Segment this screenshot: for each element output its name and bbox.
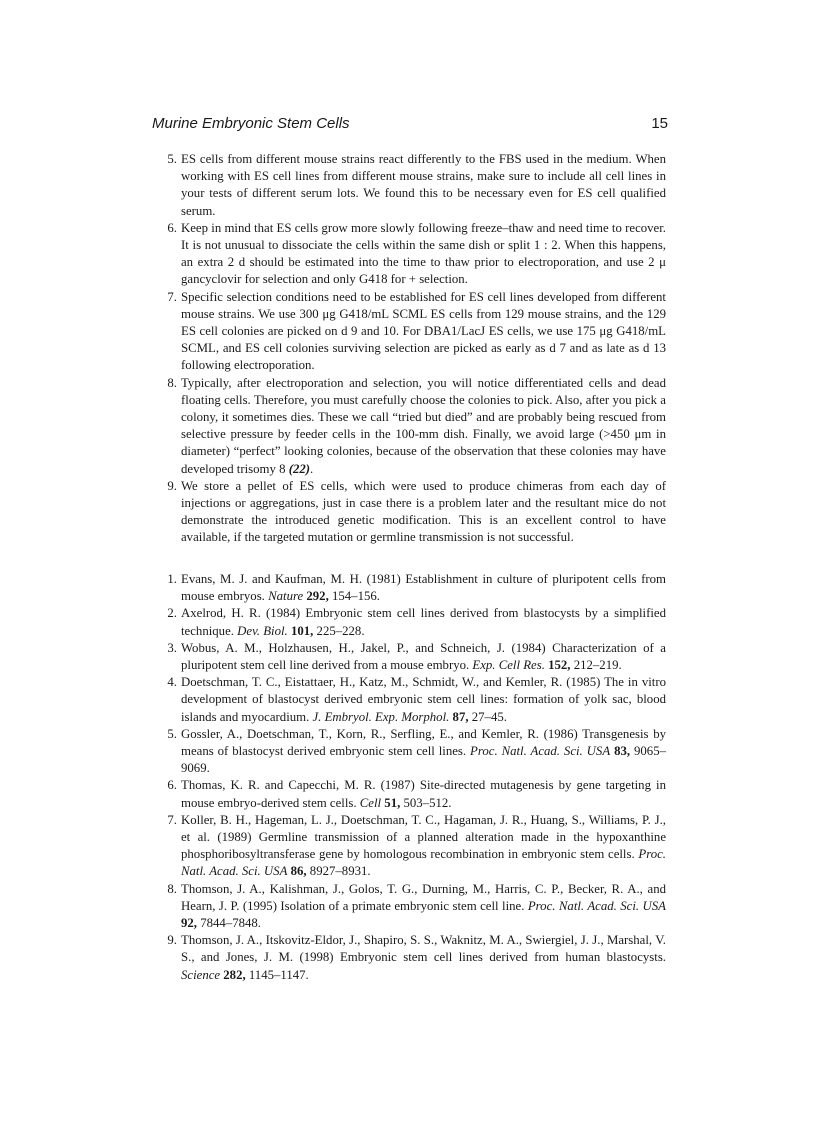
reference-authors: Doetschman, T. C., Eistattaer, H., Katz, M., Schmidt, W., and Kemler, R. (1985) The in vitro development of blastocyst derived embryonic stem cell lines: formation of yolk sac, blood islands and myocardium.: [181, 675, 666, 724]
reference-pages: 212–219.: [570, 658, 622, 673]
reference-volume: 101,: [290, 623, 314, 638]
reference-authors: Thomson, J. A., Kalishman, J., Golos, T. G., Durning, M., Harris, C. P., Becker, R. A., and Hearn, J. P. (1995) Isolation of a primate embryonic stem cell line.: [181, 881, 666, 913]
references-list: [162, 571, 666, 984]
reference-pages: 9065–9069.: [181, 744, 666, 776]
reference-pages: 503–512.: [400, 795, 452, 810]
reference-number: 5.: [167, 726, 177, 741]
note-number: 8.: [167, 375, 177, 390]
reference-volume: 292,: [306, 589, 329, 604]
reference-number: 9.: [167, 933, 177, 948]
reference-journal: Nature: [268, 589, 304, 604]
note-text: We store a pellet of ES cells, which were used to produce chimeras from each day of injections or aggregations, just in case there is a problem later and the resultant mice do not demonstrate the introduced genetic modification. This is an excellent control to have available, if the targeted mutation or germline transmission is not successful.: [181, 478, 666, 545]
reference-number: 1.: [167, 572, 177, 586]
citation-ref: (22): [288, 461, 311, 476]
note-item: [162, 220, 666, 289]
running-title: Murine Embryonic Stem Cells: [152, 115, 350, 132]
note-item: [162, 375, 666, 478]
reference-number: 2.: [167, 606, 177, 621]
reference-pages: 1145–1147.: [245, 967, 309, 982]
reference-pages: 8927–8931.: [306, 864, 371, 879]
note-text-body: Typically, after electroporation and selection, you will notice differentiated cells and dead floating cells. Therefore, you must carefully choose the colonies to pick. Also, after you pick a colony, it sometimes dies. These we call “tried but died” and are probably being rescued from selective pressure by feeder cells in the 100-mm dish. Finally, we avoid large (>450 μm in diameter) “perfect” looking colonies, because of the observation that these colonies may have developed trisomy 8: [181, 375, 666, 476]
reference-volume: 87,: [452, 709, 469, 724]
reference-volume: 51,: [384, 795, 401, 810]
running-header: [152, 115, 668, 135]
reference-authors: Axelrod, H. R. (1984) Embryonic stem cell lines derived from blastocysts by a simplified technique.: [181, 606, 666, 638]
reference-authors: Evans, M. J. and Kaufman, M. H. (1981) Establishment in culture of pluripotent cells from mouse embryos.: [181, 572, 666, 604]
note-text: [181, 375, 666, 478]
reference-journal: Proc. Natl. Acad. Sci. USA: [527, 898, 666, 913]
reference-volume: 83,: [614, 744, 631, 759]
reference-item: [162, 777, 666, 811]
note-item: [162, 289, 666, 375]
reference-authors: Thomas, K. R. and Capecchi, M. R. (1987) Site-directed mutagenesis by gene targeting in mouse embryo-derived stem cells.: [181, 778, 666, 810]
note-number: 6.: [167, 220, 177, 235]
reference-volume: 152,: [548, 658, 571, 673]
reference-journal: Proc. Natl. Acad. Sci. USA: [181, 847, 666, 879]
reference-pages: 7844–7848.: [197, 916, 261, 931]
reference-item: [162, 571, 666, 605]
note-text: Specific selection conditions need to be established for ES cell lines developed from different mouse strains. We use 300 μg G418/mL SCML ES cells from 129 mouse strains, and the 129 ES cell colonies are picked on d 9 and 10. For DBA1/LacJ ES cells, we use 175 μg G418/mL SCML, and ES cell colonies surviving selection are picked as early as d 7 and as late as d 13 following electroporation.: [181, 289, 666, 373]
reference-text: [181, 605, 666, 639]
reference-authors: Koller, B. H., Hageman, L. J., Doetschman, T. C., Hagaman, J. R., Huang, S., Williams, P. J., et al. (1989) Germline transmission of a planned alteration made in the hypoxanthine phosphoribosyltransferase gene by homologous recombination in embryonic stem cells.: [181, 812, 666, 862]
note-number: 5.: [167, 152, 177, 166]
notes-list: [162, 151, 666, 547]
reference-authors: Gossler, A., Doetschman, T., Korn, R., Serfling, E., and Kemler, R. (1986) Transgenesis by means of blastocyst derived embryonic stem cell lines.: [181, 726, 666, 759]
reference-journal: Proc. Natl. Acad. Sci. USA: [470, 744, 611, 759]
reference-item: [162, 812, 666, 881]
note-number: 7.: [167, 289, 177, 304]
page-number: 15: [651, 115, 668, 132]
reference-text: [181, 726, 666, 778]
reference-volume: 282,: [223, 967, 246, 982]
reference-number: 6.: [167, 778, 177, 793]
reference-pages: 225–228.: [313, 623, 365, 638]
reference-authors: Thomson, J. A., Itskovitz-Eldor, J., Shapiro, S. S., Waknitz, M. A., Swiergiel, J. J., Marshal, V. S., and Jones, J. M. (1998) Embryonic stem cell lines derived from human blastocysts.: [181, 933, 666, 965]
reference-item: [162, 605, 666, 639]
reference-authors: Wobus, A. M., Holzhausen, H., Jakel, P., and Schneich, J. (1984) Characterization of a pluripotent stem cell line derived from a mouse embryo.: [181, 640, 666, 673]
reference-pages: 27–45.: [468, 709, 507, 724]
note-text: Keep in mind that ES cells grow more slowly following freeze–thaw and need time to recover. It is not unusual to dissociate the cells within the same dish or split 1 : 2. When this happens, an extra 2 d should be estimated into the time to thaw prior to electroporation, and use 2 μ gancyclovir for selection and only G418 for + selection.: [181, 220, 666, 287]
note-item: [162, 478, 666, 547]
reference-item: [162, 726, 666, 778]
reference-number: 8.: [167, 881, 177, 896]
note-number: 9.: [167, 478, 177, 493]
reference-journal: Science: [181, 967, 221, 982]
reference-number: 3.: [167, 640, 177, 655]
reference-journal: Exp. Cell Res.: [472, 658, 545, 673]
reference-text: [181, 674, 666, 726]
reference-pages: 154–156.: [328, 589, 380, 604]
note-text: ES cells from different mouse strains react differently to the FBS used in the medium. When working with ES cell lines from different mouse strains, make sure to include all cell lines in your tests of different serum lots. We found this to be necessary even for ES cell qualified serum.: [181, 152, 666, 218]
reference-volume: 86,: [290, 864, 307, 879]
reference-item: [162, 881, 666, 933]
reference-text: [181, 932, 666, 984]
note-item: [162, 151, 666, 220]
reference-text: [181, 571, 666, 605]
reference-volume: 92,: [181, 916, 197, 931]
reference-item: [162, 640, 666, 674]
reference-journal: Dev. Biol.: [237, 623, 288, 638]
reference-item: [162, 932, 666, 984]
reference-number: 7.: [167, 812, 177, 827]
reference-text: [181, 812, 666, 881]
reference-number: 4.: [167, 675, 177, 690]
reference-item: [162, 674, 666, 726]
reference-journal: J. Embryol. Exp. Morphol.: [312, 709, 450, 724]
reference-journal: Cell: [359, 795, 382, 810]
reference-text: [181, 640, 666, 674]
reference-text: [181, 881, 666, 933]
note-text-end: .: [310, 461, 314, 476]
reference-text: [181, 777, 666, 811]
